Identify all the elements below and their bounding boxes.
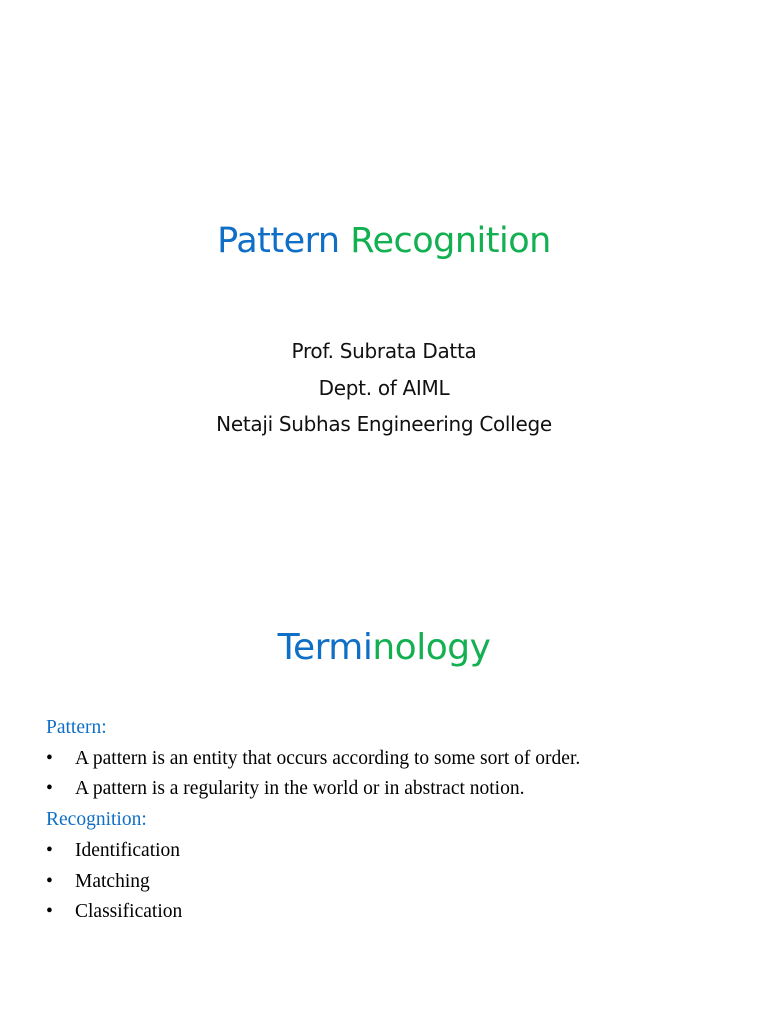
bullet-text: Identification	[75, 839, 181, 861]
slide-title	[0, 221, 768, 261]
list-item	[46, 897, 746, 928]
title-word-pattern: Pattern	[217, 221, 340, 261]
bullet-icon: •	[46, 870, 53, 892]
bullet-text: Matching	[75, 870, 150, 892]
list-item	[46, 867, 746, 898]
slide-body	[46, 713, 746, 928]
slide-subtitle	[0, 333, 768, 443]
college-name: Netaji Subhas Engineering College	[216, 412, 552, 436]
title-word-recognition: Recognition	[350, 221, 551, 261]
bullet-text: A pattern is an entity that occurs according to some sort of order.	[75, 747, 581, 769]
bullet-icon: •	[46, 747, 53, 769]
bullet-icon: •	[46, 839, 53, 861]
list-item	[46, 744, 746, 775]
title-part-nology: nology	[372, 627, 491, 668]
list-item	[46, 774, 746, 805]
terminology-slide	[0, 512, 768, 1024]
title-part-termi: Termi	[277, 627, 373, 668]
author-name: Prof. Subrata Datta	[291, 339, 477, 363]
bullet-icon: •	[46, 778, 53, 800]
bullet-icon: •	[46, 901, 53, 923]
recognition-heading: Recognition:	[46, 809, 147, 831]
department-name: Dept. of AIML	[318, 375, 450, 400]
slide-title	[0, 627, 768, 668]
bullet-text: A pattern is a regularity in the world or in abstract notion.	[75, 778, 525, 800]
list-item	[46, 836, 746, 867]
bullet-text: Classification	[75, 901, 183, 923]
pattern-heading: Pattern:	[46, 717, 107, 738]
